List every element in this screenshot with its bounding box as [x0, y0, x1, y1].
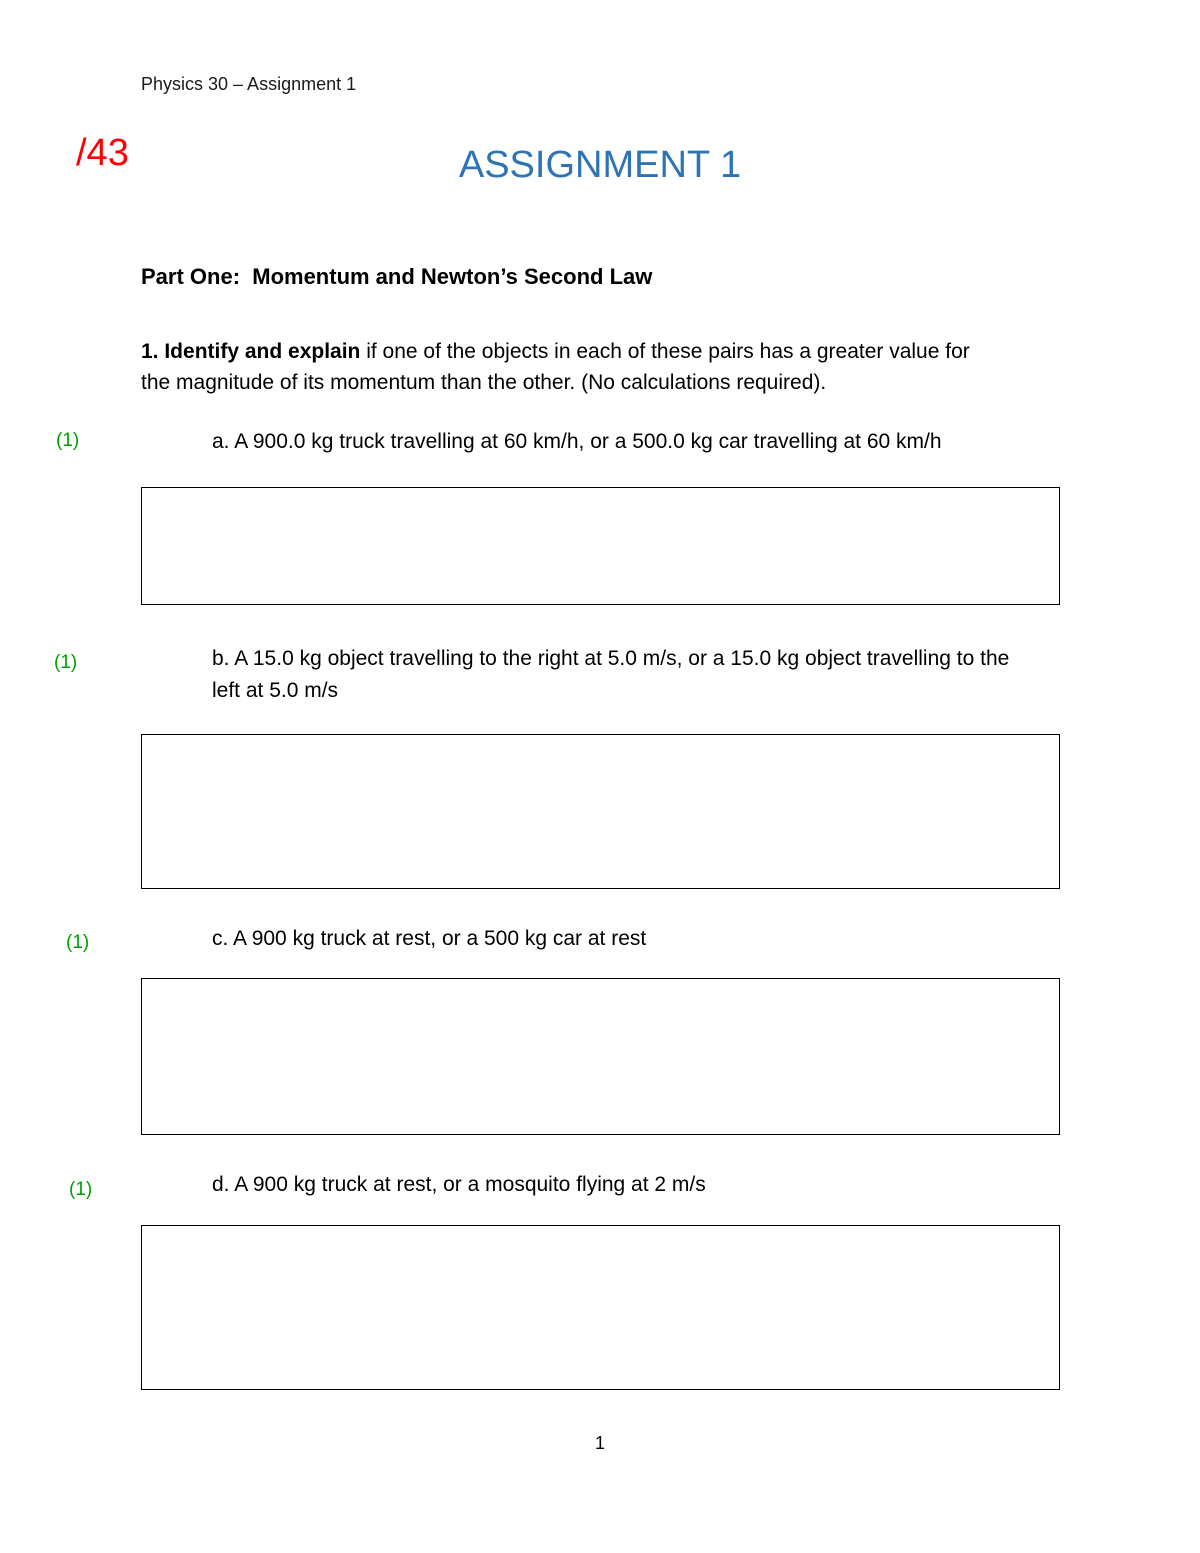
question-1-lead: 1. Identify and explain	[141, 340, 361, 363]
question-1-line-1-rest: if one of the objects in each of these pairs has a greater value for	[360, 340, 970, 363]
answer-box-c[interactable]	[141, 978, 1060, 1135]
total-score: /43	[76, 132, 129, 174]
page-number: 1	[594, 1433, 605, 1453]
page-header: Physics 30 – Assignment 1	[141, 74, 357, 94]
mark-item-b: (1)	[54, 652, 78, 673]
question-1-line-2: the magnitude of its momentum than the other. (No calculations required).	[141, 371, 827, 394]
mark-item-d: (1)	[69, 1179, 93, 1200]
question-item-c: c. A 900 kg truck at rest, or a 500 kg car at rest	[212, 927, 647, 950]
answer-box-b[interactable]	[141, 734, 1060, 889]
mark-item-a: (1)	[56, 430, 80, 451]
question-1-prompt	[141, 336, 1021, 398]
question-item-b-line-2: left at 5.0 m/s	[212, 679, 339, 702]
answer-box-d[interactable]	[141, 1225, 1060, 1390]
question-item-d: d. A 900 kg truck at rest, or a mosquito flying at 2 m/s	[212, 1173, 706, 1196]
question-item-b-line-1: b. A 15.0 kg object travelling to the right at 5.0 m/s, or a 15.0 kg object travelling to the	[212, 647, 1010, 670]
question-1-line-1	[141, 336, 1021, 367]
mark-item-c: (1)	[66, 932, 90, 953]
question-item-b	[212, 643, 1072, 707]
part-heading: Part One: Momentum and Newton’s Second Law	[141, 264, 653, 289]
question-item-a: a. A 900.0 kg truck travelling at 60 km/h, or a 500.0 kg car travelling at 60 km/h	[212, 430, 942, 453]
answer-box-a[interactable]	[141, 487, 1060, 605]
assignment-title: ASSIGNMENT 1	[458, 144, 742, 186]
